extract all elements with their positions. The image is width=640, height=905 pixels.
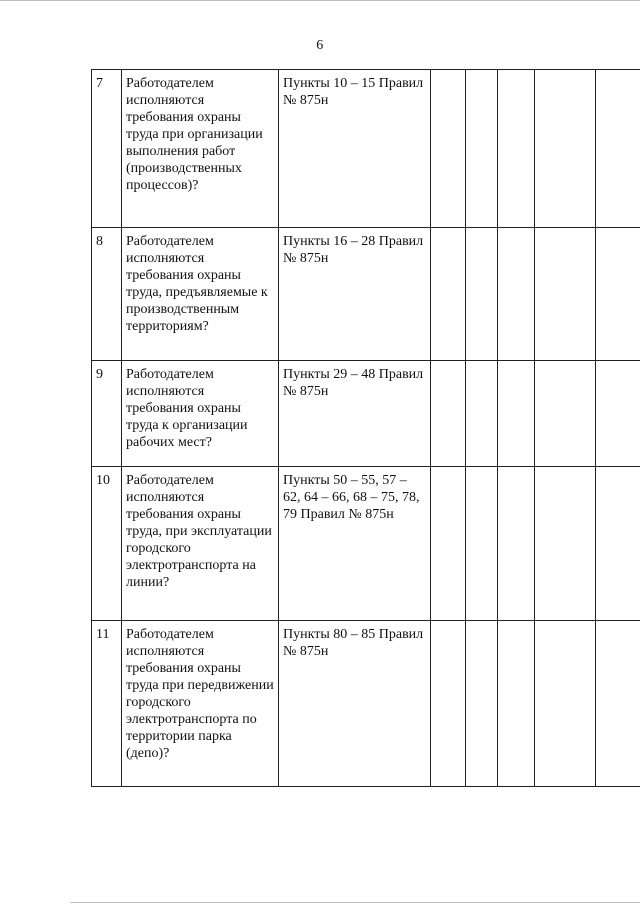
table-row (92, 621, 640, 787)
answer-no-cell (466, 361, 498, 467)
answer-na-cell (498, 70, 535, 228)
reference-cell: Пункты 16 – 28 Правил № 875н (279, 228, 431, 361)
answer-no-cell (466, 621, 498, 787)
answer-na-cell (498, 361, 535, 467)
table-row (92, 228, 640, 361)
answer-extra-cell (596, 361, 640, 467)
answer-no-cell (466, 70, 498, 228)
answer-extra-cell (596, 621, 640, 787)
answer-na-cell (498, 228, 535, 361)
question-cell: Работодателем исполняются требования охраны труда при организации выполнения работ (производственных процессов)? (122, 70, 279, 228)
answer-extra-cell (596, 70, 640, 228)
answer-na-cell (498, 467, 535, 621)
answer-yes-cell (431, 621, 466, 787)
table-row (92, 361, 640, 467)
answer-yes-cell (431, 70, 466, 228)
answer-notes-cell (535, 70, 596, 228)
page-number: 6 (316, 38, 324, 53)
answer-yes-cell (431, 361, 466, 467)
table-row (92, 467, 640, 621)
checklist-table (91, 69, 640, 787)
answer-notes-cell (535, 228, 596, 361)
answer-yes-cell (431, 467, 466, 621)
row-number: 11 (92, 621, 122, 787)
reference-cell: Пункты 29 – 48 Правил № 875н (279, 361, 431, 467)
table-row (92, 70, 640, 228)
question-cell: Работодателем исполняются требования охраны труда, предъявляемые к производственным территориям? (122, 228, 279, 361)
row-number: 8 (92, 228, 122, 361)
reference-cell: Пункты 80 – 85 Правил № 875н (279, 621, 431, 787)
row-number: 10 (92, 467, 122, 621)
answer-notes-cell (535, 621, 596, 787)
reference-cell: Пункты 50 – 55, 57 – 62, 64 – 66, 68 – 75, 78, 79 Правил № 875н (279, 467, 431, 621)
scan-bottom-edge (70, 902, 640, 903)
reference-cell: Пункты 10 – 15 Правил № 875н (279, 70, 431, 228)
answer-notes-cell (535, 361, 596, 467)
answer-no-cell (466, 228, 498, 361)
row-number: 9 (92, 361, 122, 467)
question-cell: Работодателем исполняются требования охраны труда, при эксплуатации городского электротранспорта на линии? (122, 467, 279, 621)
answer-no-cell (466, 467, 498, 621)
answer-extra-cell (596, 467, 640, 621)
answer-yes-cell (431, 228, 466, 361)
answer-na-cell (498, 621, 535, 787)
row-number: 7 (92, 70, 122, 228)
answer-notes-cell (535, 467, 596, 621)
answer-extra-cell (596, 228, 640, 361)
scan-top-edge (0, 0, 640, 1)
question-cell: Работодателем исполняются требования охраны труда к организации рабочих мест? (122, 361, 279, 467)
question-cell: Работодателем исполняются требования охраны труда при передвижении городского электротранспорта по территории парка (депо)? (122, 621, 279, 787)
